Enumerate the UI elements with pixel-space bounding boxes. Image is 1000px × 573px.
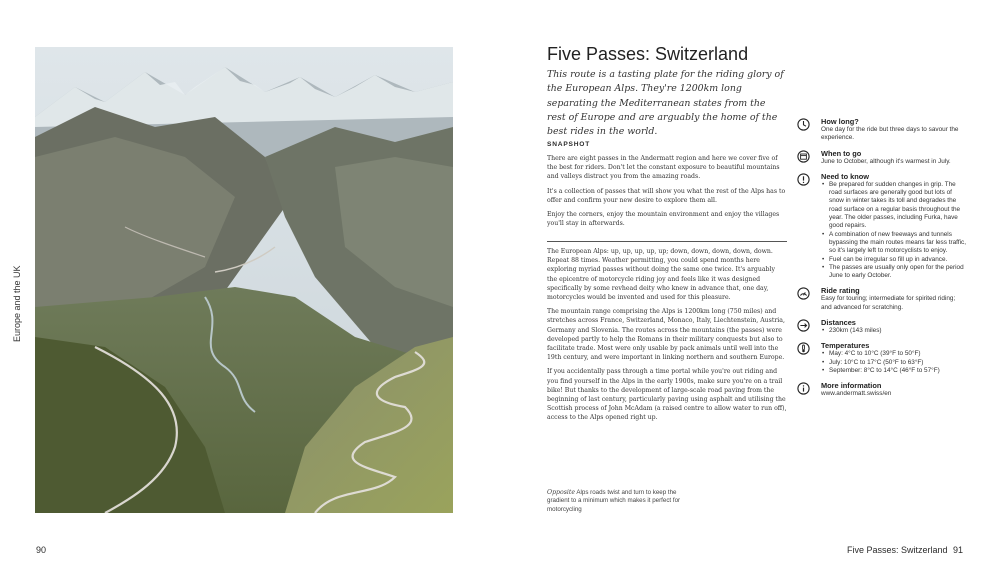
clock-icon xyxy=(797,118,810,131)
info-more-information xyxy=(797,381,967,398)
info-heading: Temperatures xyxy=(821,341,870,351)
info-distances xyxy=(797,318,967,335)
photo-caption xyxy=(547,489,692,514)
info-temperatures xyxy=(797,341,967,375)
list-item: • May: 4°C to 10°C (39°F to 50°F) xyxy=(821,350,967,358)
info-list xyxy=(821,181,967,281)
list-item: • September: 8°C to 14°C (46°F to 57°F) xyxy=(821,367,967,375)
info-how-long xyxy=(797,117,967,143)
alps-road-photo xyxy=(35,47,453,513)
info-need-to-know xyxy=(797,172,967,281)
list-item: • July: 10°C to 17°C (50°F to 63°F) xyxy=(821,359,967,367)
main-body xyxy=(547,247,787,428)
snapshot-paragraph: It's a collection of passes that will show you what the rest of the Alps has to offer and confirm your new desire to explore them all. xyxy=(547,187,786,204)
section-label: Europe and the UK xyxy=(12,265,22,342)
body-paragraph: The mountain range comprising the Alps is 1200km long (750 miles) and stretches across France, Switzerland, Monaco, Italy, Liechtenstein, Austria, Germany and Slovenia. The routes across the mountains (the passes) were developed partly to help the Romans in their military conquests but also to facilitate trade. Most were only usable by pack animals until well into the 19th century, and were important in linking northern and southern Europe. xyxy=(547,308,785,362)
page-number-left: 90 xyxy=(36,545,47,555)
info-heading: Ride rating xyxy=(821,286,860,296)
list-item: • The passes are usually only open for the period June to early October. xyxy=(821,264,967,281)
info-heading: How long? xyxy=(821,117,859,126)
info-heading: Distances xyxy=(821,318,856,328)
gauge-icon xyxy=(797,287,810,300)
list-item: • A combination of new freeways and tunnels bypassing the main routes means far less traffic, so it's largely left to motorcyclists to enjoy. xyxy=(821,231,967,256)
intro-paragraph: This route is a tasting plate for the riding glory of the European Alps. They're 1200km long separating the Mediterranean states from the rest of Europe and are arguably the home of the best rides in the world. xyxy=(547,69,784,138)
info-list xyxy=(821,327,967,335)
info-text: June to October, although it's warmest in July. xyxy=(821,157,951,165)
snapshot-body xyxy=(547,154,787,233)
info-ride-rating xyxy=(797,286,967,312)
thermometer-icon xyxy=(797,342,810,355)
info-heading: More information xyxy=(821,381,882,391)
info-heading: Need to know xyxy=(821,171,870,181)
info-text: Easy for touring; intermediate for spirited riding; and advanced for scratching. xyxy=(821,295,956,311)
caption-text: Alps roads twist and turn to keep the gradient to a minimum which makes it perfect for motorcycling xyxy=(547,489,681,513)
info-text: One day for the ride but three days to savour the experience. xyxy=(821,126,959,142)
distance-icon xyxy=(797,319,810,332)
caption-lead: Opposite xyxy=(547,489,576,496)
list-item: • 230km (143 miles) xyxy=(821,327,967,335)
info-when-to-go xyxy=(797,149,967,166)
snapshot-heading: SNAPSHOT xyxy=(547,141,591,148)
running-footer-title: Five Passes: Switzerland xyxy=(847,545,948,555)
body-paragraph: The European Alps: up, up, up, up, up; down, down, down, down, down. Repeat 88 times. Weather permitting, you could spend months here exploring myriad passes without doing the same one twice. It's arguably the epicentre of motorcycle riding joy and feels like it was designed specifically by some revhead deity who knew in advance that, one day, motorcycles would be invented and used for this pleasure. xyxy=(547,248,775,302)
info-list xyxy=(821,350,967,375)
list-item: • Be prepared for sudden changes in grip. The road surfaces are generally good but lots of snow in winter takes its toll and degrades the road surface on a regular basis throughout the year. The older passes, including Furka, have good repairs. xyxy=(821,181,967,231)
section-divider xyxy=(547,241,787,242)
info-column xyxy=(797,117,967,399)
list-item: • Fuel can be irregular so fill up in advance. xyxy=(821,256,967,264)
body-paragraph: If you accidentally pass through a time portal while you're out riding and you find yourself in the Alps in the early 1900s, make sure you're on a trail bike! But thanks to the development of large-scale road paving from the beginning of last century, particularly paving using asphalt and utilising the Scottish process of John McAdam (a raised centre to allow water to run off), access to the Alps opened right up. xyxy=(547,368,787,422)
snapshot-paragraph: There are eight passes in the Andermatt region and here we cover five of the best for riders. Don't let the constant exposure to beautiful mountains and valleys distract you from the amazing roads. xyxy=(547,155,780,181)
page-number-right: 91 xyxy=(953,545,964,555)
page-title: Five Passes: Switzerland xyxy=(547,44,749,64)
info-icon xyxy=(797,382,810,395)
alert-icon xyxy=(797,173,810,186)
calendar-icon xyxy=(797,150,810,163)
info-link[interactable]: www.andermatt.swiss/en xyxy=(821,390,892,398)
snapshot-paragraph: Enjoy the corners, enjoy the mountain environment and enjoy the villages you'll stay in afterwards. xyxy=(547,211,780,228)
info-heading: When to go xyxy=(821,148,862,158)
